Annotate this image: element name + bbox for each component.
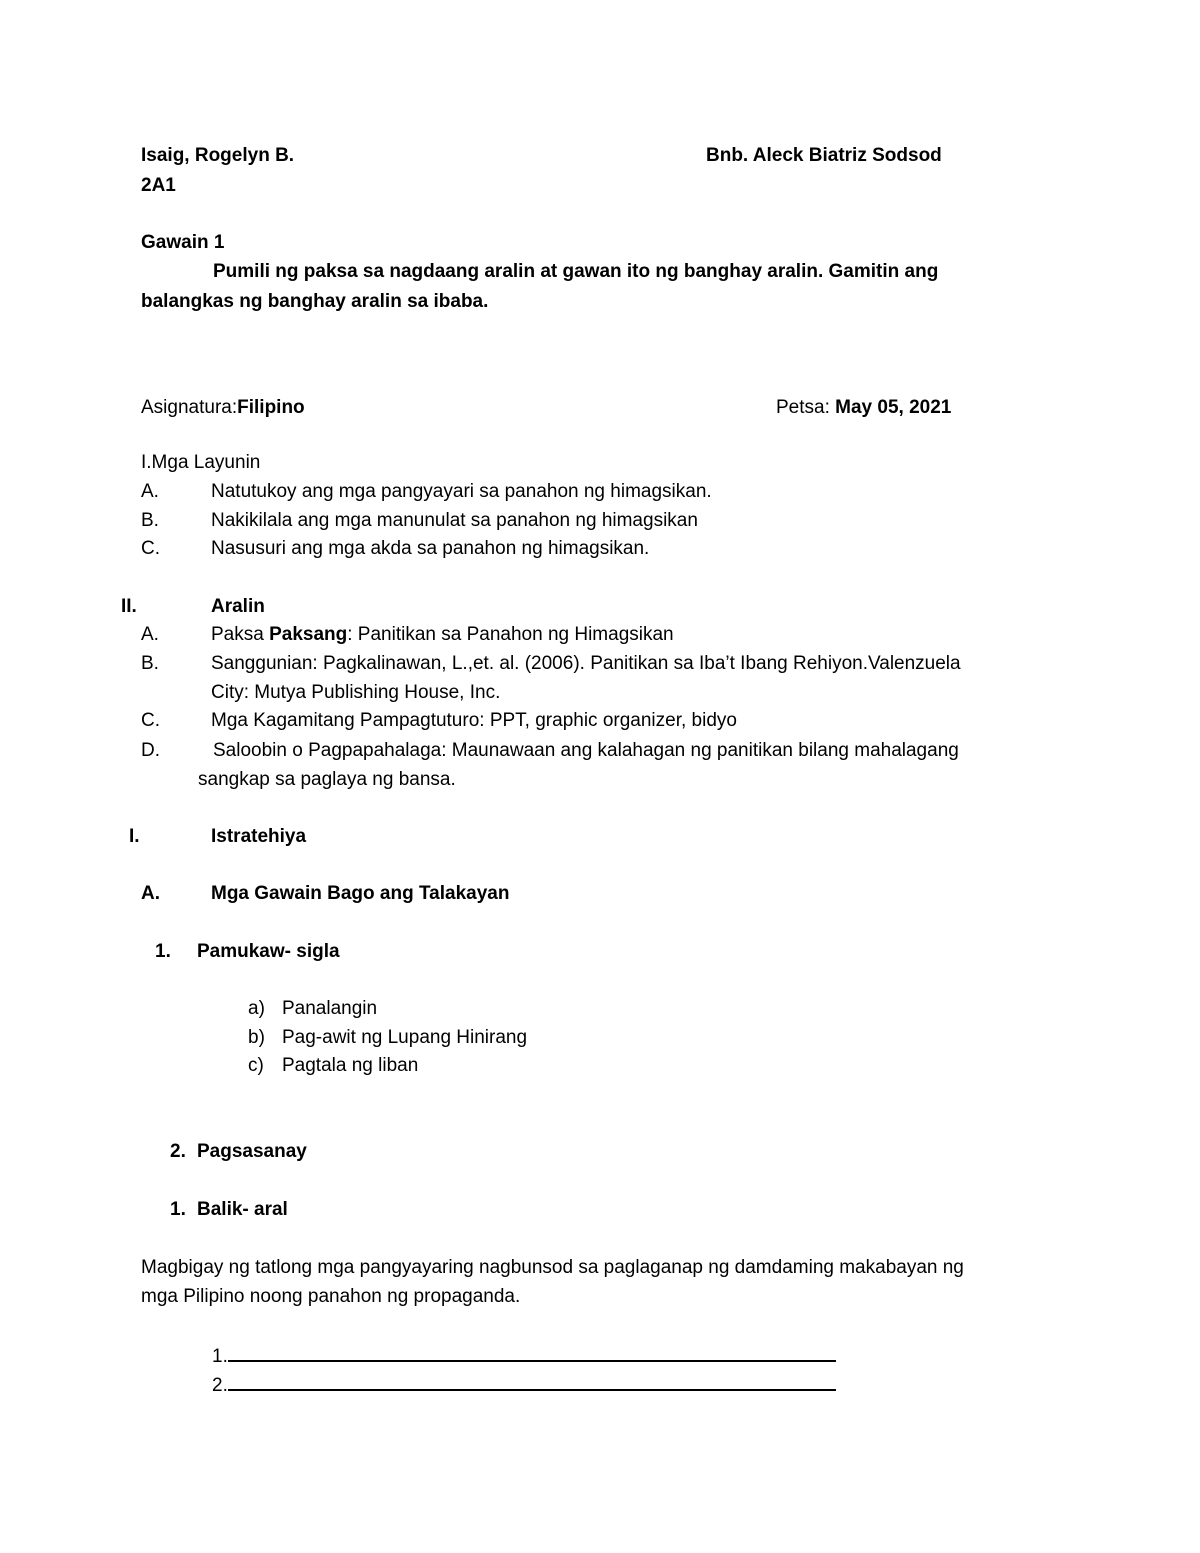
objective-marker: B. (141, 510, 159, 531)
lesson-item-materials: Mga Kagamitang Pampagtuturo: PPT, graphic organizer, bidyo (211, 710, 737, 731)
answer-row (212, 1340, 836, 1370)
instruction-line-2: balangkas ng banghay aralin sa ibaba. (141, 291, 489, 312)
objective-marker: A. (141, 481, 159, 502)
objective-text: Nakikilala ang mga manunulat sa panahon ng himagsikan (211, 510, 698, 531)
lesson-item-reference: Sanggunian: Pagkalinawan, L.,et. al. (2006). Panitikan sa Iba’t Ibang Rehiyon.Valenzuela (211, 653, 961, 674)
step1-item-marker: b) (248, 1027, 265, 1048)
answer-number: 2. (212, 1375, 228, 1396)
lesson-item-topic (211, 622, 674, 648)
answer-blank-line[interactable] (228, 1369, 836, 1391)
student-name: Isaig, Rogelyn B. (141, 145, 295, 166)
answer-blank-line[interactable] (228, 1340, 836, 1362)
subject-label: Asignatura: (141, 397, 238, 418)
lesson-marker-b: B. (141, 653, 159, 674)
step2-heading: Pagsasanay (197, 1141, 307, 1162)
date-line (776, 395, 951, 421)
subject-value: Filipino (237, 397, 305, 418)
step1-item-marker: a) (248, 998, 265, 1019)
answer-row (212, 1369, 836, 1399)
lesson-item-reference-cont: City: Mutya Publishing House, Inc. (211, 682, 501, 703)
lesson-marker-c: C. (141, 710, 160, 731)
lesson-heading: Aralin (211, 596, 265, 617)
objective-text: Natutukoy ang mga pangyayari sa panahon ng himagsikan. (211, 481, 712, 502)
lesson-item-values-cont: sangkap sa paglaya ng bansa. (198, 769, 456, 790)
topic-bold-label: Paksang (269, 624, 348, 645)
instruction-line-1: Pumili ng paksa sa nagdaang aralin at gawan ito ng banghay aralin. Gamitin ang (213, 261, 939, 282)
section: 2A1 (141, 175, 176, 196)
step3-marker: 1. (170, 1199, 186, 1220)
teacher-name: Bnb. Aleck Biatriz Sodsod (706, 145, 942, 166)
objective-text: Nasusuri ang mga akda sa panahon ng himagsikan. (211, 538, 650, 559)
strategy-heading: Istratehiya (211, 826, 307, 847)
exercise-prompt-line-1: Magbigay ng tatlong mga pangyayaring nagbunsod sa paglaganap ng damdaming makabayan ng (141, 1257, 964, 1278)
step1-item-text: Pag-awit ng Lupang Hinirang (282, 1027, 528, 1048)
objectives-heading: I.Mga Layunin (141, 452, 261, 473)
topic-text: : Panitikan sa Panahon ng Himagsikan (347, 624, 674, 645)
step3-heading: Balik- aral (197, 1199, 288, 1220)
step1-item-text: Panalangin (282, 998, 378, 1019)
objective-marker: C. (141, 538, 160, 559)
step1-item-marker: c) (248, 1055, 264, 1076)
lesson-marker: II. (121, 596, 137, 617)
strategy-sub-marker: A. (141, 883, 160, 904)
lesson-item-values: Saloobin o Pagpapahalaga: Maunawaan ang kalahagan ng panitikan bilang mahalagang (213, 740, 959, 761)
step1-marker: 1. (155, 941, 171, 962)
strategy-sub-heading: Mga Gawain Bago ang Talakayan (211, 883, 510, 904)
subject-line (141, 395, 305, 421)
step1-heading: Pamukaw- sigla (197, 941, 340, 962)
date-label: Petsa: (776, 397, 830, 418)
activity-title: Gawain 1 (141, 232, 225, 253)
step1-item-text: Pagtala ng liban (282, 1055, 419, 1076)
answer-number: 1. (212, 1346, 228, 1367)
exercise-prompt-line-2: mga Pilipino noong panahon ng propaganda. (141, 1286, 521, 1307)
lesson-marker-a: A. (141, 624, 159, 645)
strategy-marker: I. (129, 826, 140, 847)
topic-label: Paksa (211, 624, 270, 645)
date-value: May 05, 2021 (835, 397, 952, 418)
lesson-marker-d: D. (141, 740, 160, 761)
step2-marker: 2. (170, 1141, 186, 1162)
